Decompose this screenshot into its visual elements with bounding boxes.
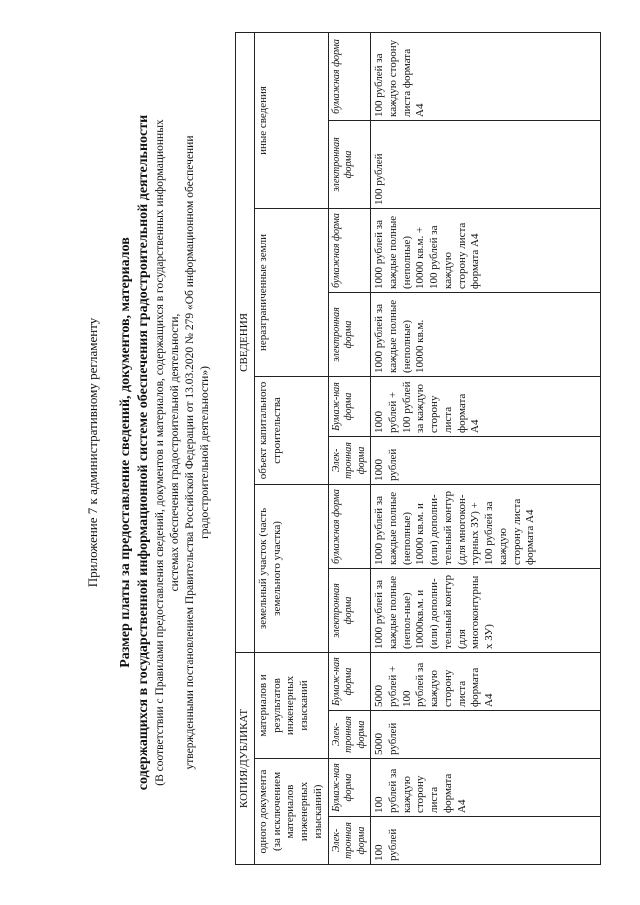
fee-land-paper: 1000 рублей за каждые полные (неполные) 10000 кв.м. и (или) дополни-тельный контур (для многокон-турных ЗУ) + 100 рублей за каждую сторону листа формата А4 xyxy=(371,484,601,568)
page-title-line-2: содержащихся в государственной информационной системе обеспечения градостроительной деятельности xyxy=(136,114,151,791)
sub-electronic: Элек-тронная форма xyxy=(328,436,371,484)
page-title-line-1: Размер платы за предоставление сведений, документов, материалов xyxy=(118,237,133,668)
sub-electronic: Элек-тронная форма xyxy=(328,817,371,865)
note-line-1: (В соответствии с Правилами предоставления сведений, документов и материалов, содержащихся в государственных информационных xyxy=(154,119,166,786)
fee-document-electronic: 100 рублей xyxy=(371,817,601,865)
fee-other-electronic: 100 рублей xyxy=(371,120,601,208)
sub-paper: бумажная форма xyxy=(328,208,371,292)
col-other-info-header: иные сведения xyxy=(254,32,328,208)
note-line-4: градостроительной деятельности») xyxy=(199,366,211,539)
sub-paper: Бумаж-ная форма xyxy=(328,376,371,436)
col-materials-header: материалов и результатов инженерных изысканий xyxy=(254,652,328,758)
fee-land-electronic: 1000 рублей за каждые полные (непол-ные) 10000кв.м. и (или) дополни-тельный контур (для многоконтурных ЗУ) xyxy=(371,568,601,652)
col-document-header: одного документа (за исключением материалов инженерных изысканий) xyxy=(254,759,328,865)
fee-materials-electronic: 5000 рублей xyxy=(371,711,601,759)
fee-object-electronic: 1000 рублей xyxy=(371,436,601,484)
sub-electronic: Элек-тронная форма xyxy=(328,711,371,759)
sub-paper: бумажная форма xyxy=(328,32,371,120)
fee-object-paper: 1000 рублей + 100 рублей за каждую сторону листа формата А4 xyxy=(371,376,601,436)
sub-electronic: электронная форма xyxy=(328,292,371,376)
fee-other-paper: 100 рублей за каждую сторону листа формата А4 xyxy=(371,32,601,120)
note-line-3: утвержденными постановлением Правительства Российской Федерации от 13.03.2020 № 279 «Об информационном обеспечении xyxy=(184,135,196,770)
sub-paper: Бумаж-ная форма xyxy=(328,759,371,817)
appendix-label: Приложение 7 к административному регламенту xyxy=(85,317,100,588)
sub-electronic: электронная форма xyxy=(328,568,371,652)
note-line-2: системах обеспечения градостроительной деятельности, xyxy=(169,313,181,592)
fee-materials-paper: 5000 рублей + 100 рублей за каждую сторону листа формата А4 xyxy=(371,652,601,710)
sub-paper: Бумаж-ная форма xyxy=(328,652,371,710)
sub-paper: бумажная форма xyxy=(328,484,371,568)
fee-table xyxy=(235,32,601,865)
fee-undelimited-paper: 1000 рублей за каждые полные (неполные) 10000 кв.м. + 100 рублей за каждую сторону листа формата А4 xyxy=(371,208,601,292)
sub-electronic: электронная форма xyxy=(328,120,371,208)
fee-document-paper: 100 рублей за каждую сторону листа формата А4 xyxy=(371,759,601,817)
fee-undelimited-electronic: 1000 рублей за каждые полные (неполные) 10000 кв.м. xyxy=(371,292,601,376)
group-info-header: СВЕДЕНИЯ xyxy=(236,32,255,652)
col-undelimited-lands-header: неразграниченные земли xyxy=(254,208,328,376)
col-object-header: объект капитального строительства xyxy=(254,376,328,484)
group-copy-header: КОПИЯ/ДУБЛИКАТ xyxy=(236,652,255,864)
col-land-header: земельный участок (часть земельного участка) xyxy=(254,484,328,652)
